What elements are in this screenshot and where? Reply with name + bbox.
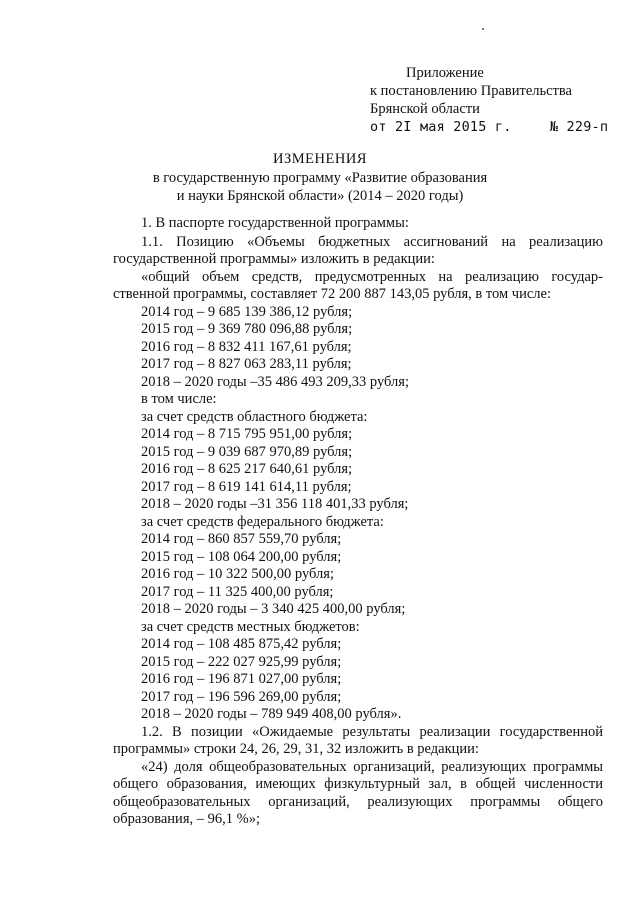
item-24-line-1: «24) доля общеобразовательных организаций, реализующих программы (141, 758, 603, 775)
item-24-line-4: образования, – 96,1 %»; (113, 811, 260, 827)
total-item: 2017 год – 8 827 063 283,11 рубля; (141, 356, 352, 372)
scan-speck (482, 28, 484, 30)
item-24-line-3: общеобразовательных организаций, реализующих программы общего (113, 793, 603, 810)
federal-item: 2017 год – 11 325 400,00 рубля; (141, 583, 334, 600)
section-1: 1. В паспорте государственной программы: (141, 215, 409, 231)
header-date-line (370, 118, 608, 136)
header-decree: к постановлению Правительства (370, 83, 572, 99)
total-item: 2018 – 2020 годы –35 486 493 209,33 рубля; (141, 373, 409, 390)
section-1-2-line-1: 1.2. В позиции «Ожидаемые результаты реализации государственной (141, 723, 603, 740)
header-date-prefix: от (370, 119, 387, 135)
federal-item: 2016 год – 10 322 500,00 рубля; (141, 566, 334, 582)
local-item: 2015 год – 222 027 925,99 рубля; (141, 653, 342, 670)
local-item: 2014 год – 108 485 875,42 рубля; (141, 636, 342, 652)
document-title (0, 150, 640, 205)
regional-item: 2018 – 2020 годы –31 356 118 401,33 рубля; (141, 496, 409, 512)
header-region: Брянской области (370, 101, 480, 117)
title-line-1: в государственную программу «Развитие образования (152, 170, 488, 186)
local-item: 2016 год – 196 871 027,00 рубля; (141, 671, 342, 687)
regional-item: 2014 год – 8 715 795 951,00 рубля; (141, 426, 353, 442)
federal-label: за счет средств федерального бюджета: (141, 513, 384, 530)
title-heading: ИЗМЕНЕНИЯ (273, 151, 367, 167)
section-1-1-line-2: государственной программы» изложить в редакции: (113, 251, 435, 267)
document-body (113, 215, 603, 829)
item-24-line-2: общего образования, имеющих физкультурный зал, в общей численности (113, 776, 603, 792)
regional-item: 2017 год – 8 619 141 614,11 рубля; (141, 478, 352, 495)
local-item: 2018 – 2020 годы – 789 949 408,00 рубля». (141, 706, 402, 722)
header-number: № 229-п (549, 119, 609, 135)
section-1-2-line-2: программы» строки 24, 26, 29, 31, 32 изложить в редакции: (113, 741, 479, 757)
total-line-2: ственной программы, составляет 72 200 887 143,05 рубля, в том числе: (113, 286, 551, 302)
local-item: 2017 год – 196 596 269,00 рубля; (141, 688, 342, 705)
regional-item: 2015 год – 9 039 687 970,89 рубля; (141, 443, 353, 460)
document-header (370, 64, 608, 136)
federal-item: 2014 год – 860 857 559,70 рубля; (141, 531, 342, 547)
local-label: за счет средств местных бюджетов: (141, 618, 360, 635)
federal-item: 2015 год – 108 064 200,00 рубля; (141, 548, 342, 565)
title-line-2: и науки Брянской области» (2014 – 2020 годы) (176, 188, 464, 204)
header-date: 2I мая 2015 г. (394, 119, 512, 135)
total-item: 2016 год – 8 832 411 167,61 рубля; (141, 338, 352, 355)
section-1-1-line-1: 1.1. Позицию «Объемы бюджетных ассигнований на реализацию (141, 233, 603, 250)
regional-item: 2016 год – 8 625 217 640,61 рубля; (141, 461, 353, 477)
total-item: 2015 год – 9 369 780 096,88 рубля; (141, 321, 353, 337)
regional-label: за счет средств областного бюджета: (141, 408, 368, 425)
in-that-label: в том числе: (141, 391, 217, 407)
federal-item: 2018 – 2020 годы – 3 340 425 400,00 рубля; (141, 601, 406, 617)
total-line-1: «общий объем средств, предусмотренных на реализацию государ- (141, 268, 603, 285)
header-appendix: Приложение (406, 65, 484, 81)
total-item: 2014 год – 9 685 139 386,12 рубля; (141, 303, 353, 320)
